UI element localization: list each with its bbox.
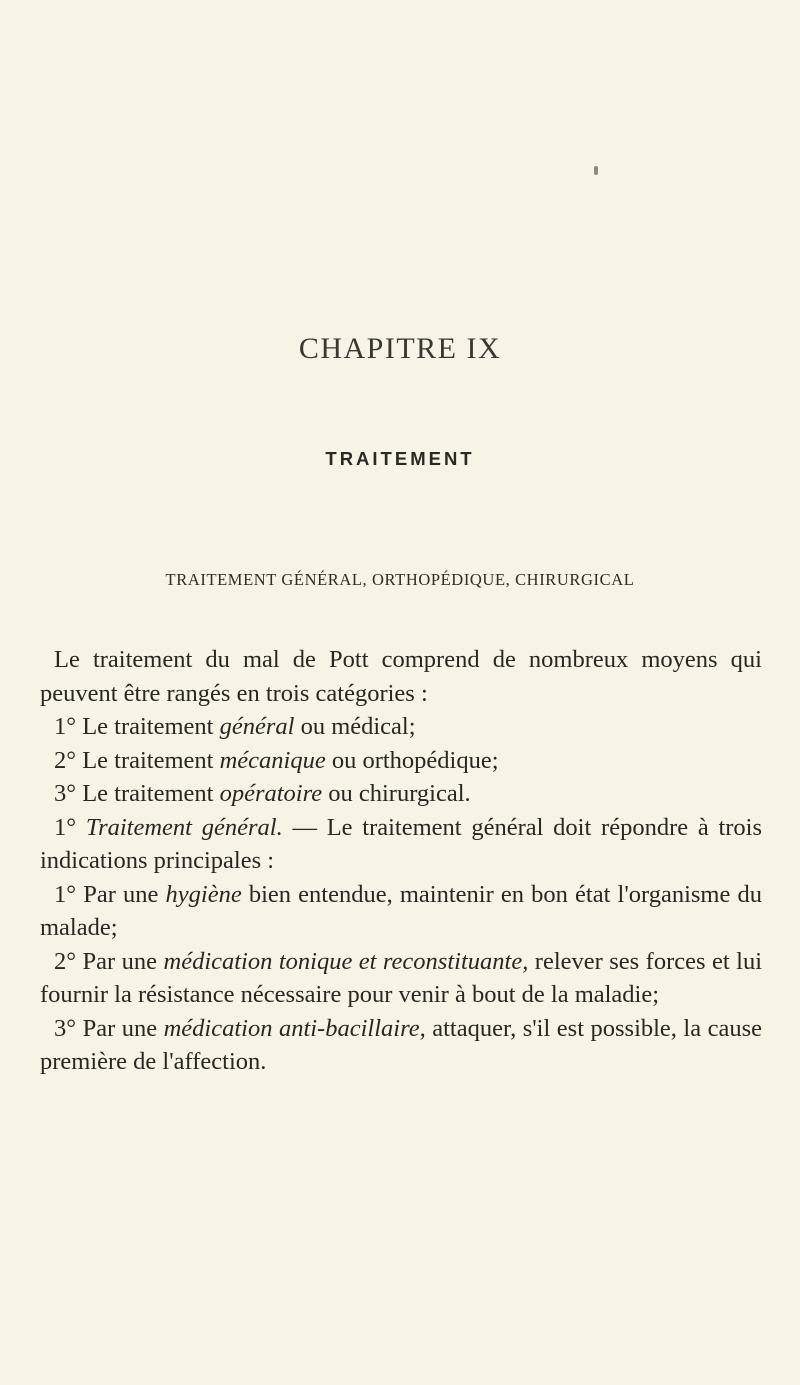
item-text: Par une (83, 880, 159, 908)
body-text (40, 643, 762, 1079)
item-text: Par une (82, 947, 158, 975)
item-emphasis: hygiène (165, 880, 242, 908)
item-number: 2° (54, 746, 77, 774)
item-text: Par une (82, 1014, 158, 1042)
chapter-title: CHAPITRE IX (298, 332, 502, 365)
category-item-1 (40, 710, 762, 744)
intro-paragraph: Le traitement du mal de Pott comprend de nombreux moyens qui peuvent être rangés en trois catégories : (40, 646, 762, 707)
indication-item-3 (40, 1012, 762, 1079)
print-speck (594, 166, 598, 175)
item-emphasis: médication anti-bacillaire, (163, 1014, 426, 1042)
section-title: TRAITEMENT (325, 448, 475, 469)
item-emphasis: opératoire (219, 780, 323, 807)
general-treatment-paragraph (40, 811, 762, 878)
item-number: 3° (54, 1014, 77, 1042)
item-text: Le traitement (82, 713, 214, 740)
item-number: 1° (54, 813, 77, 841)
item-emphasis: mécanique (219, 746, 326, 774)
subsection-title: TRAITEMENT GÉNÉRAL, ORTHOPÉDIQUE, CHIRURGICAL (165, 570, 635, 589)
item-number: 3° (54, 780, 77, 807)
item-text: ou orthopédique; (331, 746, 499, 774)
item-text: relever ses forces et lui fournir la résistance nécessaire pour venir à bout de la maladie; (40, 947, 762, 1008)
item-text: attaquer, s'il est possible, la cause première de l'affection. (40, 1014, 763, 1075)
item-text: Le traitement (82, 780, 214, 807)
item-text: ou médical; (300, 713, 416, 740)
item-number: 2° (54, 947, 77, 975)
item-emphasis: général (219, 713, 295, 740)
item-emphasis: Traitement général. (85, 813, 283, 841)
item-emphasis: médication tonique et reconstituante, (163, 947, 529, 975)
item-number: 1° (54, 880, 77, 908)
item-number: 1° (54, 713, 77, 740)
category-item-3 (40, 777, 762, 811)
item-text: — Le traitement général doit répondre à trois indications principales : (40, 813, 763, 874)
category-item-2 (40, 744, 762, 778)
indication-item-1 (40, 878, 762, 945)
item-text: bien entendue, maintenir en bon état l'organisme du malade; (40, 880, 762, 941)
item-text: Le traitement (82, 746, 214, 774)
item-text: ou chirurgical. (328, 780, 471, 807)
indication-item-2 (40, 945, 762, 1012)
